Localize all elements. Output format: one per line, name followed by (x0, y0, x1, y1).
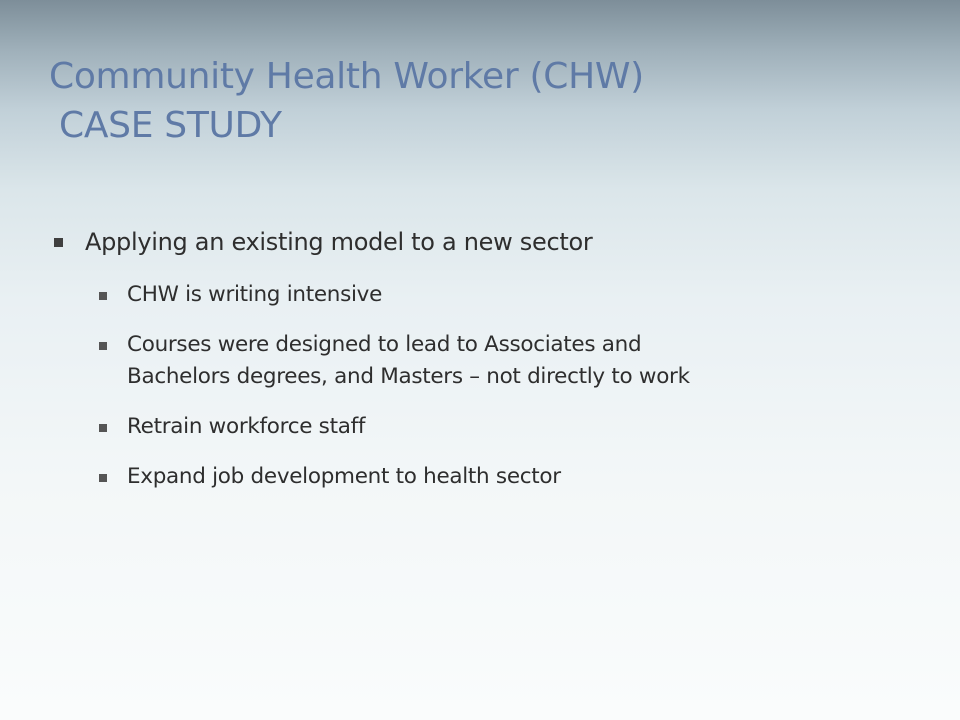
sub-bullet-item (54, 329, 924, 393)
square-bullet-icon (99, 342, 107, 350)
sub-bullet-item (54, 279, 924, 311)
sub-bullet-text: Retrain workforce staff (127, 414, 366, 439)
bullet-list (54, 226, 924, 511)
slide-title (49, 52, 909, 150)
square-bullet-icon (54, 238, 63, 247)
title-line-2: CASE STUDY (59, 105, 282, 146)
square-bullet-icon (99, 474, 107, 482)
bullet-item (54, 226, 924, 258)
square-bullet-icon (99, 292, 107, 300)
title-line-1: Community Health Worker (CHW) (49, 56, 644, 97)
sub-bullet-text: CHW is writing intensive (127, 282, 382, 307)
square-bullet-icon (99, 424, 107, 432)
bullet-text: Applying an existing model to a new sector (85, 228, 593, 256)
sub-bullet-text: Courses were designed to lead to Associates and Bachelors degrees, and Masters – not directly to work (127, 332, 690, 389)
sub-bullet-item (54, 411, 924, 443)
sub-bullet-text: Expand job development to health sector (127, 464, 561, 489)
sub-bullet-item (54, 461, 924, 493)
